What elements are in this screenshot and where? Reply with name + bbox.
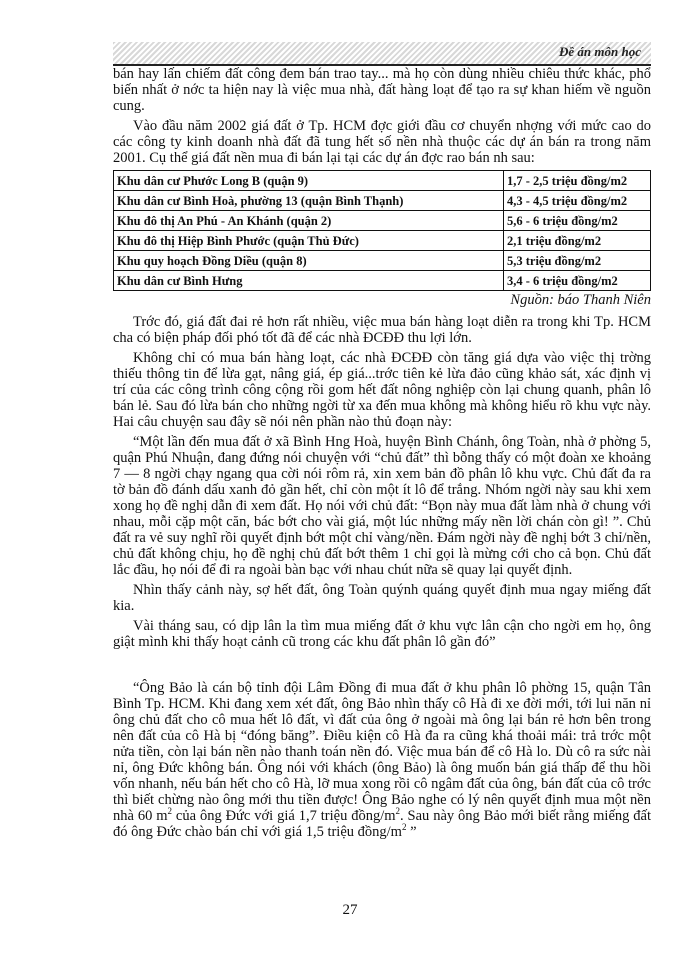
site-cell: Khu dân cư Bình Hoà, phường 13 (quận Bình Thạnh) <box>114 191 504 211</box>
quote-paragraph: “Một lần đến mua đất ở xã Bình Hng Hoà, huyện Bình Chánh, ông Toàn, nhà ở phờng 5, quận Phú Nhuận, đang đứng nói chuyện với “chủ đất” thì bỗng thấy có một đoàn xe khoảng 7 — 8 ngời chạy ngang qua cời nói rôm rả, xin xem bản đồ phân lô khu vực. Chủ đất đa ra tờ bản đồ đánh dấu xanh đỏ gần hết, chỉ còn một ít lô để trắng. Nhóm ngời này sau khi xem xong họ đề nghị dẫn đi xem đất. Họ nói với chủ đất: “Bọn này mua đất làm nhà ở chung với nhau, mỗi cặp một căn, bác bớt cho vài giá, một lúc những mấy nền lời chán còn gì! ”. Chủ đất ra vẻ suy nghĩ rồi quyết định bớt một chỉ vàng/nền. Đám ngời này đề nghị bớt 3 chỉ/nền, chủ đất không chịu, họ đề nghị chủ đất bớt thêm 1 chỉ gọi là mừng cới cho cả bọn. Chủ đất lắc đầu, họ nói để đi ra ngoài bàn bạc với nhau chút nữa sẽ quay lại quyết định. <box>113 434 651 578</box>
table-row <box>114 211 651 231</box>
table-row <box>114 191 651 211</box>
header-title: Đề án môn học <box>559 44 641 59</box>
land-price-table <box>113 170 651 291</box>
site-cell: Khu dân cư Phước Long B (quận 9) <box>114 171 504 191</box>
text-span: của ông Đức với giá 1,7 triệu đồng/m <box>172 808 396 824</box>
price-cell: 5,3 triệu đồng/m2 <box>504 251 651 271</box>
price-cell: 5,6 - 6 triệu đồng/m2 <box>504 211 651 231</box>
text-span: ” <box>406 824 417 840</box>
quote-paragraph <box>113 680 651 840</box>
site-cell: Khu đô thị Hiệp Bình Phước (quận Thủ Đức) <box>114 231 504 251</box>
paragraph: Vào đầu năm 2002 giá đất ở Tp. HCM đợc giới đầu cơ chuyển nhợng với mức cao do các công ty kinh doanh nhà đất đã tung hết số nền nhà thuộc các dự án bán ra trong năm 2001. Cụ thể giá đất nền mua đi bán lại tại các dự án đợc rao bán nh sau: <box>113 118 651 166</box>
table-row <box>114 171 651 191</box>
site-cell: Khu quy hoạch Đồng Diều (quận 8) <box>114 251 504 271</box>
paragraph: bán hay lấn chiếm đất công đem bán trao tay... mà họ còn dùng nhiều chiêu thức khác, phổ biến nhất ở nớc ta hiện nay là việc mua nhà, đất hàng loạt để tạo ra sự khan hiếm về nguồn cung. <box>113 66 651 114</box>
spacer <box>113 654 651 680</box>
superscript: 2 <box>167 806 173 817</box>
price-cell: 1,7 - 2,5 triệu đồng/m2 <box>504 171 651 191</box>
paragraph: Vài tháng sau, có dịp lân la tìm mua miếng đất ở khu vực lân cận cho ngời em họ, ông giật mình khi thấy hoạt cảnh cũ trong các khu đất phân lô gần đó” <box>113 618 651 650</box>
page-number: 27 <box>342 902 358 918</box>
superscript: 2 <box>401 822 407 833</box>
table-row <box>114 231 651 251</box>
site-cell: Khu đô thị An Phú - An Khánh (quận 2) <box>114 211 504 231</box>
text-span: . Sau này ông Bảo mới biết rằng miếng đất đó ông Đức chào bán chỉ với giá 1,5 triệu đồng/m <box>113 808 651 840</box>
site-cell: Khu dân cư Bình Hưng <box>114 271 504 291</box>
price-cell: 2,1 triệu đồng/m2 <box>504 231 651 251</box>
table-row <box>114 271 651 291</box>
page-content <box>113 66 651 844</box>
price-cell: 3,4 - 6 triệu đồng/m2 <box>504 271 651 291</box>
page-header <box>113 42 651 66</box>
price-cell: 4,3 - 4,5 triệu đồng/m2 <box>504 191 651 211</box>
text-span: “Ông Bảo là cán bộ tỉnh đội Lâm Đồng đi mua đất ở khu phân lô phờng 15, quận Tân Bình Tp. HCM. Khi đang xem xét đất, ông Bảo nhìn thấy cô Hà đi xe đời mới, tới lui năn nỉ ông chủ đất cho cô mua hết lô đất, vì đất của ông ở ngoài mà ông lại bán rẻ hơn bên trong nên đất của cô Hà bị “đóng băng”. Điều kiện cô Hà đa ra cũng khá thoải mái: trả trớc một nửa tiền, còn lại bán nền nào thanh toán nền đó. Việc mua bán để cô Hà lo. Dù cô ra sức nài nỉ, ông Đức không bán. Ông nói với khách (ông Bảo) là ông muốn bán giá thấp để thu hồi vốn nhanh, nếu bán hết cho cô Hà, lỡ mua xong rồi cô ngâm đất của ông, bán đất của cô trớc thì biết chừng nào ông mới thu tiền được! Ông Bảo nghe có lý nên quyết định mua một nền nhà 60 m <box>113 680 651 824</box>
table-row <box>114 251 651 271</box>
table-source: Nguồn: báo Thanh Niên <box>510 292 651 308</box>
superscript: 2 <box>395 806 401 817</box>
paragraph: Không chỉ có mua bán hàng loạt, các nhà ĐCĐĐ còn tăng giá dựa vào việc thị trờng thiếu thông tin để lừa gạt, nâng giá, ép giá...trớc tiên kẻ lừa đảo cũng khảo sát, xác định vị trí của các công trình công cộng rồi gom hết đất nông nghiệp còn lại chung quanh, phân lô bán lẻ. Sau đó lừa bán cho những ngời từ xa đến mua không mà không hiểu rõ khu vực này. Hai câu chuyện sau đây sẽ nói nên phần nào thủ đoạn này: <box>113 350 651 430</box>
paragraph: Trớc đó, giá đất đai rẻ hơn rất nhiều, việc mua bán hàng loạt diễn ra trong khi Tp. HCM cha có biện pháp đối phó tốt đã để các nhà ĐCĐĐ thu lợi lớn. <box>113 314 651 346</box>
paragraph: Nhìn thấy cảnh này, sợ hết đất, ông Toàn quýnh quáng quyết định mua ngay miếng đất kia. <box>113 582 651 614</box>
